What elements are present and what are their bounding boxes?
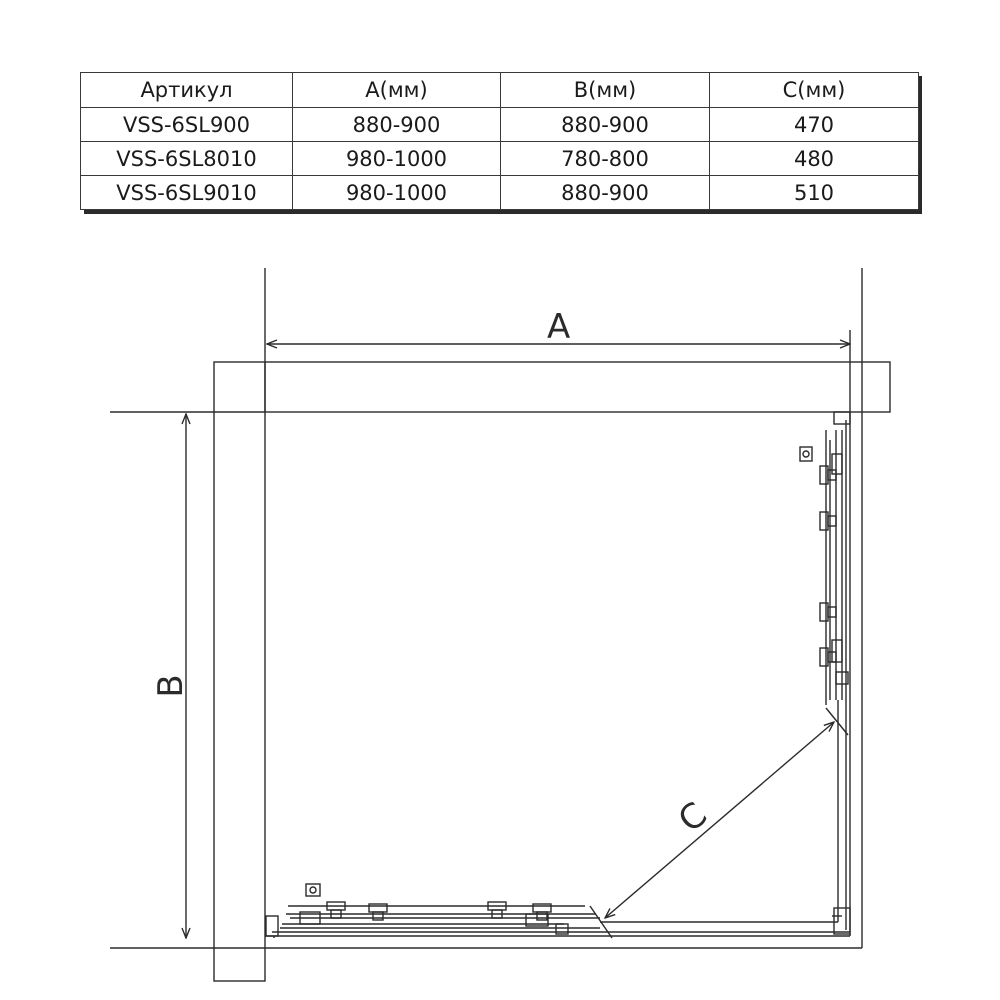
- cell-b: 880-900: [501, 108, 710, 142]
- cell-article: VSS-6SL900: [81, 108, 293, 142]
- header-article: Артикул: [81, 73, 293, 108]
- top-wall: [265, 362, 890, 412]
- cell-c: 470: [710, 108, 919, 142]
- dimension-label-c: C: [670, 794, 715, 841]
- cell-a: 980-1000: [293, 176, 501, 210]
- leader-c-right: [826, 708, 848, 735]
- bottom-rollers: [300, 884, 551, 926]
- bottom-profile: [265, 906, 850, 936]
- left-wall: [214, 362, 265, 981]
- header-b: B(мм): [501, 73, 710, 108]
- cell-c: 480: [710, 142, 919, 176]
- cell-b: 880-900: [501, 176, 710, 210]
- header-c: C(мм): [710, 73, 919, 108]
- dimension-line-c: [605, 722, 834, 918]
- right-profile: [826, 412, 850, 936]
- cell-b: 780-800: [501, 142, 710, 176]
- cell-article: VSS-6SL8010: [81, 142, 293, 176]
- cell-c: 510: [710, 176, 919, 210]
- dimension-label-a: A: [547, 307, 571, 347]
- dimension-label-b: B: [151, 674, 191, 698]
- cell-a: 880-900: [293, 108, 501, 142]
- cell-article: VSS-6SL9010: [81, 176, 293, 210]
- cell-a: 980-1000: [293, 142, 501, 176]
- header-a: A(мм): [293, 73, 501, 108]
